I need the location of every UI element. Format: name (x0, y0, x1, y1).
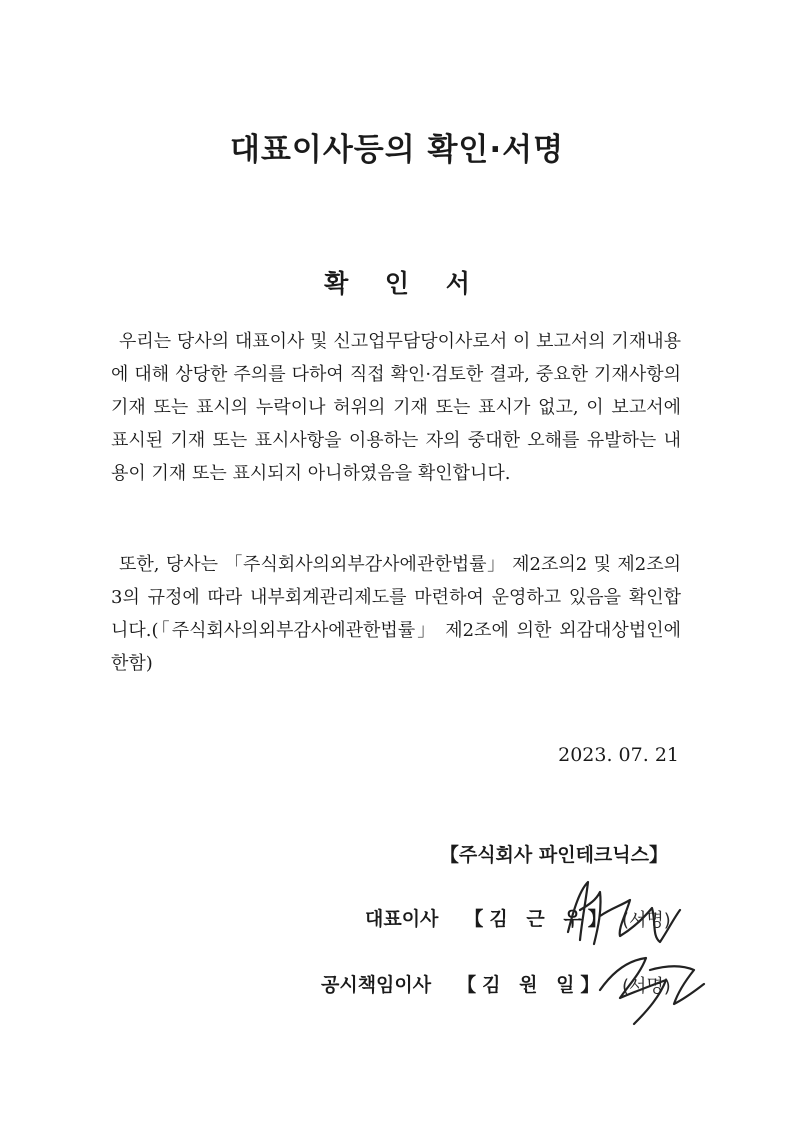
signer-name: 【김 원 일】 (457, 974, 606, 996)
signer-role: 대표이사 (365, 908, 439, 930)
signer-row-disclosure-officer (321, 970, 605, 997)
signer-row-ceo (365, 904, 613, 931)
confirmation-paragraph: 우리는 당사의 대표이사 및 신고업무담당이사로서 이 보고서의 기재내용에 대해 상당한 주의를 다하여 직접 확인·검토한 결과, 중요한 기재사항의 기재 또는 표시의 누락이나 허위의 기재 또는 표시가 없고, 이 보고서에 표시된 기재 또는 표시사항을 이용하는 자의 중대한 오해를 유발하는 내용이 기재 또는 표시되지 아니하였음을 확인합니다. (111, 331, 681, 484)
internal-control-paragraph: 또한, 당사는 「주식회사의외부감사에관한법률」 제2조의2 및 제2조의3의 규정에 따라 내부회계관리제도를 마련하여 운영하고 있음을 확인합니다.(「주식회사의외부감사에관한법률」 제2조에 의한 외감대상법인에 한함) (111, 554, 681, 674)
signature-mark: (서명) (622, 976, 671, 997)
document-date: 2023. 07. 21 (558, 744, 679, 766)
company-name: 【주식회사 파인테크닉스】 (439, 844, 668, 866)
page-title: 대표이사등의 확인·서명 (229, 132, 565, 168)
signer-role: 공시책임이사 (321, 974, 432, 996)
signature-mark: (서명) (622, 910, 671, 931)
document-heading: 확 인 서 (324, 269, 470, 298)
signer-name: 【김 근 우】 (464, 908, 613, 930)
